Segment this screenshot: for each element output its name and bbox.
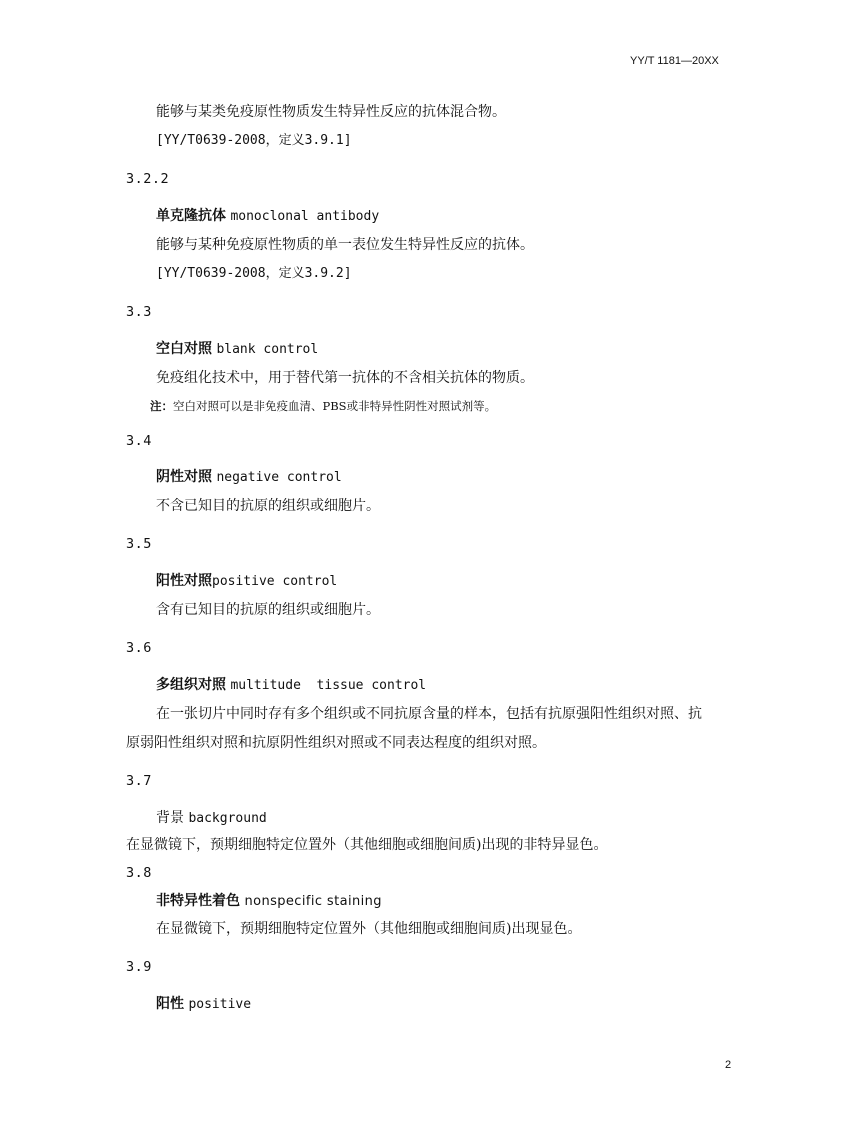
term-heading <box>156 572 337 591</box>
term-heading <box>156 207 379 226</box>
definition-text: 免疫组化技术中，用于替代第一抗体的不含相关抗体的物质。 <box>156 370 534 386</box>
term-en: positive control <box>212 574 338 589</box>
term-en: background <box>188 811 267 826</box>
section-number: 3.5 <box>126 536 152 552</box>
term-zh: 背景 <box>156 810 184 826</box>
section-number: 3.7 <box>126 773 152 789</box>
term-en: positive <box>188 997 252 1012</box>
term-en: nonspecific staining <box>244 894 382 909</box>
term-en: multitude tissue control <box>230 678 427 693</box>
term-zh: 单克隆抗体 <box>156 208 226 224</box>
section-number: 3.2.2 <box>126 171 170 187</box>
definition-text-continued: 原弱阳性组织对照和抗原阴性组织对照或不同表达程度的组织对照。 <box>126 735 546 751</box>
definition-text: 在显微镜下，预期细胞特定位置外（其他细胞或细胞间质)出现显色。 <box>156 921 582 937</box>
definition-text: 不含已知目的抗原的组织或细胞片。 <box>156 498 380 514</box>
note-label: 注： <box>150 399 173 413</box>
term-heading <box>156 995 251 1014</box>
term-zh: 阳性对照 <box>156 573 212 589</box>
reference-text: [YY/T0639-2008，定义3.9.2] <box>156 266 352 281</box>
definition-text: 在一张切片中同时存有多个组织或不同抗原含量的样本，包括有抗原强阳性组织对照、抗 <box>156 706 702 722</box>
term-heading <box>156 676 426 695</box>
term-heading <box>156 468 342 487</box>
term-en: negative control <box>216 470 342 485</box>
section-number: 3.8 <box>126 865 152 881</box>
note-text: 空白对照可以是非免疫血清、PBS或非特异性阴性对照试剂等。 <box>173 399 497 413</box>
term-heading <box>156 809 267 828</box>
section-number: 3.4 <box>126 433 152 449</box>
term-zh: 多组织对照 <box>156 677 226 693</box>
term-zh: 阳性 <box>156 996 184 1012</box>
definition-text: 在显微镜下，预期细胞特定位置外（其他细胞或细胞间质)出现的非特异显色。 <box>126 837 608 853</box>
section-number: 3.9 <box>126 959 152 975</box>
section-number: 3.3 <box>126 304 152 320</box>
term-en: blank control <box>216 342 319 357</box>
section-number: 3.6 <box>126 640 152 656</box>
term-heading <box>156 340 318 359</box>
term-heading <box>156 892 382 911</box>
term-zh: 空白对照 <box>156 341 212 357</box>
term-zh: 阴性对照 <box>156 469 212 485</box>
term-en: monoclonal antibody <box>230 209 380 224</box>
standard-id-header: YY/T 1181—20XX <box>630 55 719 67</box>
definition-text: 含有已知目的抗原的组织或细胞片。 <box>156 602 380 618</box>
definition-text: 能够与某种免疫原性物质的单一表位发生特异性反应的抗体。 <box>156 237 534 253</box>
term-zh: 非特异性着色 <box>156 893 240 909</box>
reference-text: [YY/T0639-2008，定义3.9.1] <box>156 133 352 148</box>
definition-text: 能够与某类免疫原性物质发生特异性反应的抗体混合物。 <box>156 104 506 120</box>
page-number: 2 <box>725 1059 732 1071</box>
note <box>150 397 496 415</box>
